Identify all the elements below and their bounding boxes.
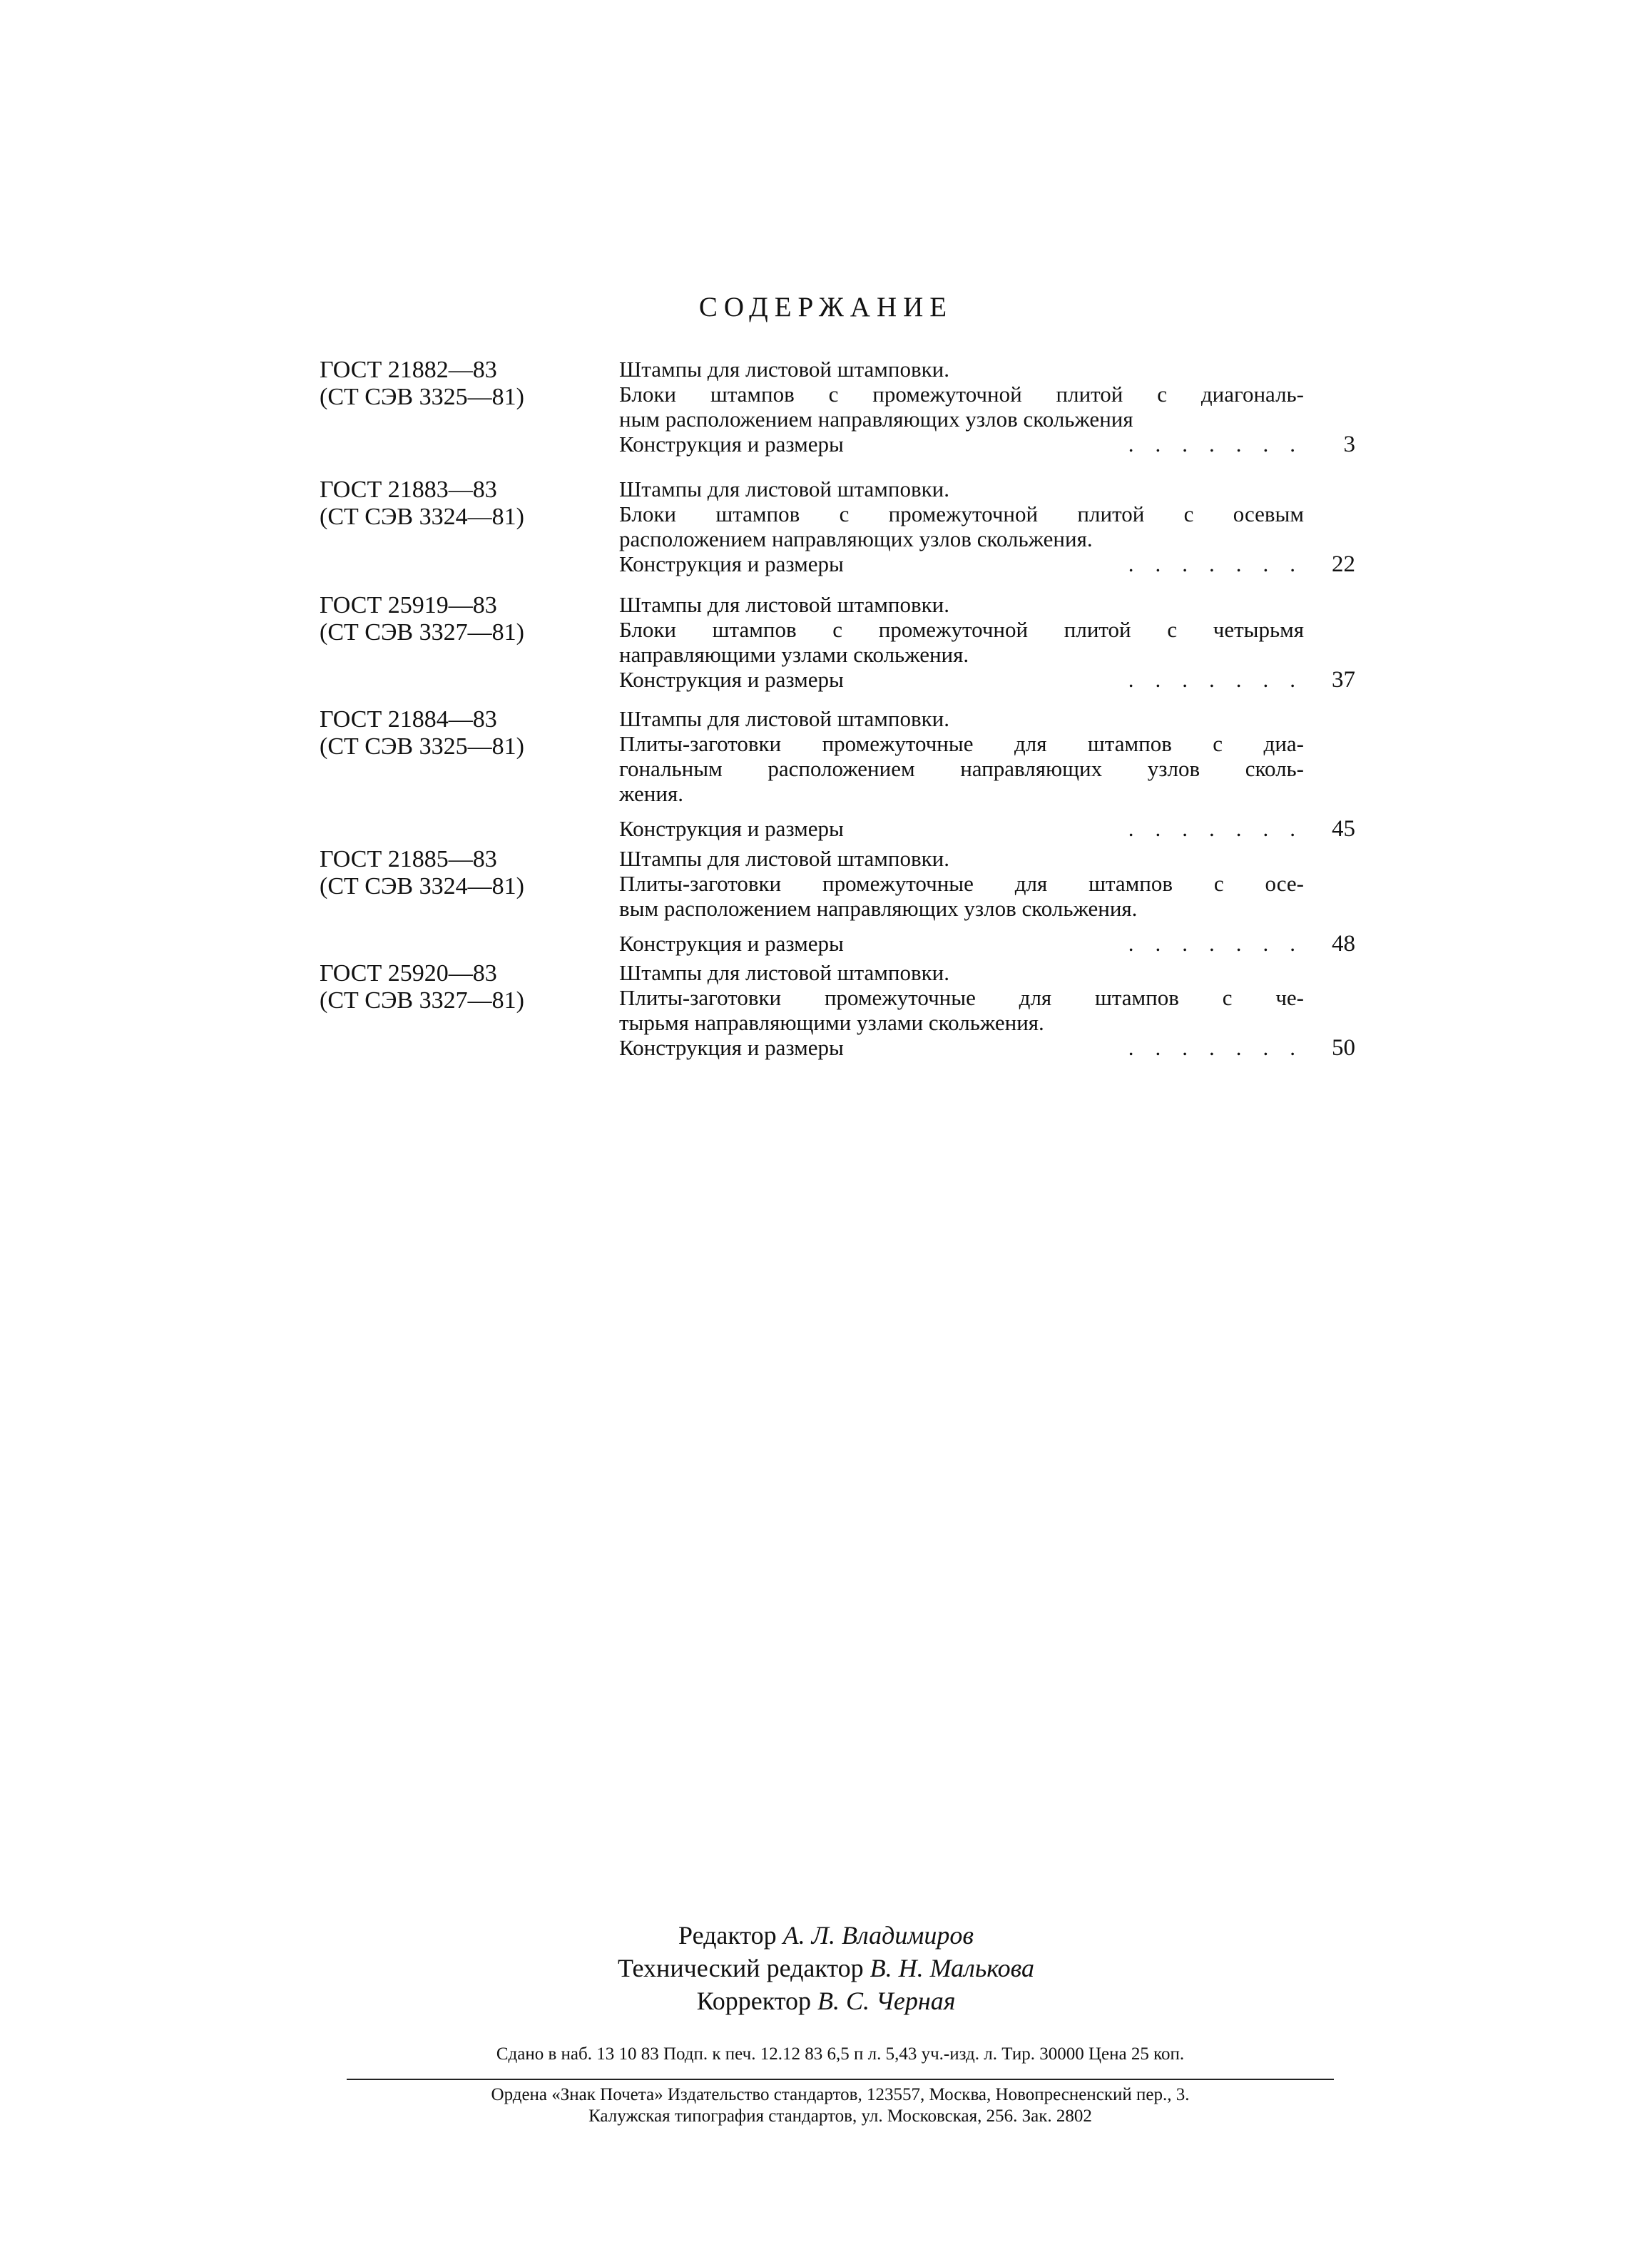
sev-number: (СТ СЭВ 3327—81): [320, 987, 524, 1014]
description-line: жения.: [619, 781, 683, 806]
publisher-info: [347, 2084, 1334, 2127]
page-number: 45: [1332, 816, 1355, 842]
gost-reference: [320, 846, 524, 900]
gost-reference: [320, 706, 524, 760]
section-label: Конструкция и размеры: [619, 432, 844, 457]
description-line: Штампы для листовой штамповки.: [619, 477, 950, 501]
tech-editor-name: В. Н. Малькова: [870, 1954, 1035, 1982]
gost-number: ГОСТ 25919—83: [320, 592, 497, 618]
gost-number: ГОСТ 25920—83: [320, 960, 497, 987]
gost-number: ГОСТ 21884—83: [320, 706, 497, 733]
toc-page-row: [619, 667, 1355, 693]
proofreader-name: В. С. Черная: [817, 1987, 956, 2015]
tech-editor-role: Технический редактор: [617, 1954, 864, 1982]
description-line: Плиты-заготовки промежуточные для штампов с диа-: [619, 731, 1304, 756]
sev-number: (СТ СЭВ 3325—81): [320, 733, 524, 760]
sev-number: (СТ СЭВ 3325—81): [320, 384, 524, 410]
leader-dots: .......: [1128, 667, 1317, 692]
toc-page-row: [619, 931, 1355, 957]
entry-description: [619, 960, 1304, 1035]
page-number: 22: [1332, 551, 1355, 577]
page-number: 37: [1332, 667, 1355, 693]
description-line: Блоки штампов с промежуточной плитой с диагональ-: [619, 382, 1304, 407]
section-label: Конструкция и размеры: [619, 667, 844, 692]
entry-description: [619, 357, 1304, 432]
description-line: гональным расположением направляющих узлов сколь-: [619, 756, 1304, 781]
description-line: тырьмя направляющими узлами скольжения.: [619, 1010, 1044, 1035]
entry-description: [619, 706, 1304, 806]
section-label: Конструкция и размеры: [619, 931, 844, 956]
print-info: Сдано в наб. 13 10 83 Подп. к печ. 12.12 83 6,5 п л. 5,43 уч.-изд. л. Тир. 30000 Цена 25 коп.: [496, 2044, 1185, 2064]
entry-description: [619, 846, 1304, 921]
description-line: Плиты-заготовки промежуточные для штампов с осе-: [619, 871, 1304, 896]
sev-number: (СТ СЭВ 3327—81): [320, 619, 524, 646]
editor-role: Редактор: [678, 1921, 777, 1950]
editor-name: А. Л. Владимиров: [782, 1921, 974, 1950]
section-label: Конструкция и размеры: [619, 1035, 844, 1060]
description-line: Штампы для листовой штамповки.: [619, 592, 950, 617]
entry-description: [619, 592, 1304, 667]
leader-dots: .......: [1128, 931, 1317, 956]
page-number: 50: [1332, 1035, 1355, 1061]
section-label: Конструкция и размеры: [619, 551, 844, 576]
proofreader-line: [0, 1984, 1652, 2017]
credits-block: [0, 1919, 1652, 2017]
leader-dots: .......: [1128, 1035, 1317, 1060]
description-line: ным расположением направляющих узлов скольжения: [619, 407, 1133, 432]
leader-dots: .......: [1128, 551, 1317, 576]
gost-number: ГОСТ 21883—83: [320, 477, 497, 503]
page-number: 3: [1343, 432, 1355, 457]
gost-reference: [320, 357, 524, 411]
editor-line: [0, 1919, 1652, 1952]
description-line: вым расположением направляющих узлов скольжения.: [619, 896, 1138, 921]
description-line: Плиты-заготовки промежуточные для штампов с че-: [619, 985, 1304, 1010]
tech-editor-line: [0, 1952, 1652, 1984]
gost-reference: [320, 477, 524, 531]
toc-page-row: [619, 816, 1355, 842]
gost-number: ГОСТ 21885—83: [320, 846, 497, 872]
description-line: Штампы для листовой штамповки.: [619, 846, 950, 871]
toc-page-row: [619, 432, 1355, 457]
description-line: Штампы для листовой штамповки.: [619, 357, 950, 382]
page-number: 48: [1332, 931, 1355, 957]
gost-number: ГОСТ 21882—83: [320, 357, 497, 383]
publisher-line-2: Калужская типография стандартов, ул. Московская, 256. Зак. 2802: [588, 2106, 1092, 2126]
proofreader-role: Корректор: [696, 1987, 812, 2015]
entry-description: [619, 477, 1304, 551]
leader-dots: .......: [1128, 432, 1317, 457]
description-line: расположением направляющих узлов скольжения.: [619, 526, 1093, 551]
sev-number: (СТ СЭВ 3324—81): [320, 504, 524, 530]
page-title: СОДЕРЖАНИЕ: [698, 292, 954, 322]
description-line: Штампы для листовой штамповки.: [619, 960, 950, 985]
leader-dots: .......: [1128, 816, 1317, 841]
toc-page-row: [619, 1035, 1355, 1061]
publisher-line-1: Ордена «Знак Почета» Издательство стандартов, 123557, Москва, Новопресненский пер., 3.: [491, 2085, 1190, 2104]
gost-reference: [320, 592, 524, 646]
section-label: Конструкция и размеры: [619, 816, 844, 841]
toc-page-row: [619, 551, 1355, 577]
gost-reference: [320, 960, 524, 1014]
sev-number: (СТ СЭВ 3324—81): [320, 873, 524, 900]
description-line: Блоки штампов с промежуточной плитой с осевым: [619, 501, 1304, 526]
description-line: Блоки штампов с промежуточной плитой с четырьмя: [619, 617, 1304, 642]
divider: [347, 2079, 1334, 2080]
description-line: направляющими узлами скольжения.: [619, 642, 969, 667]
description-line: Штампы для листовой штамповки.: [619, 706, 950, 731]
